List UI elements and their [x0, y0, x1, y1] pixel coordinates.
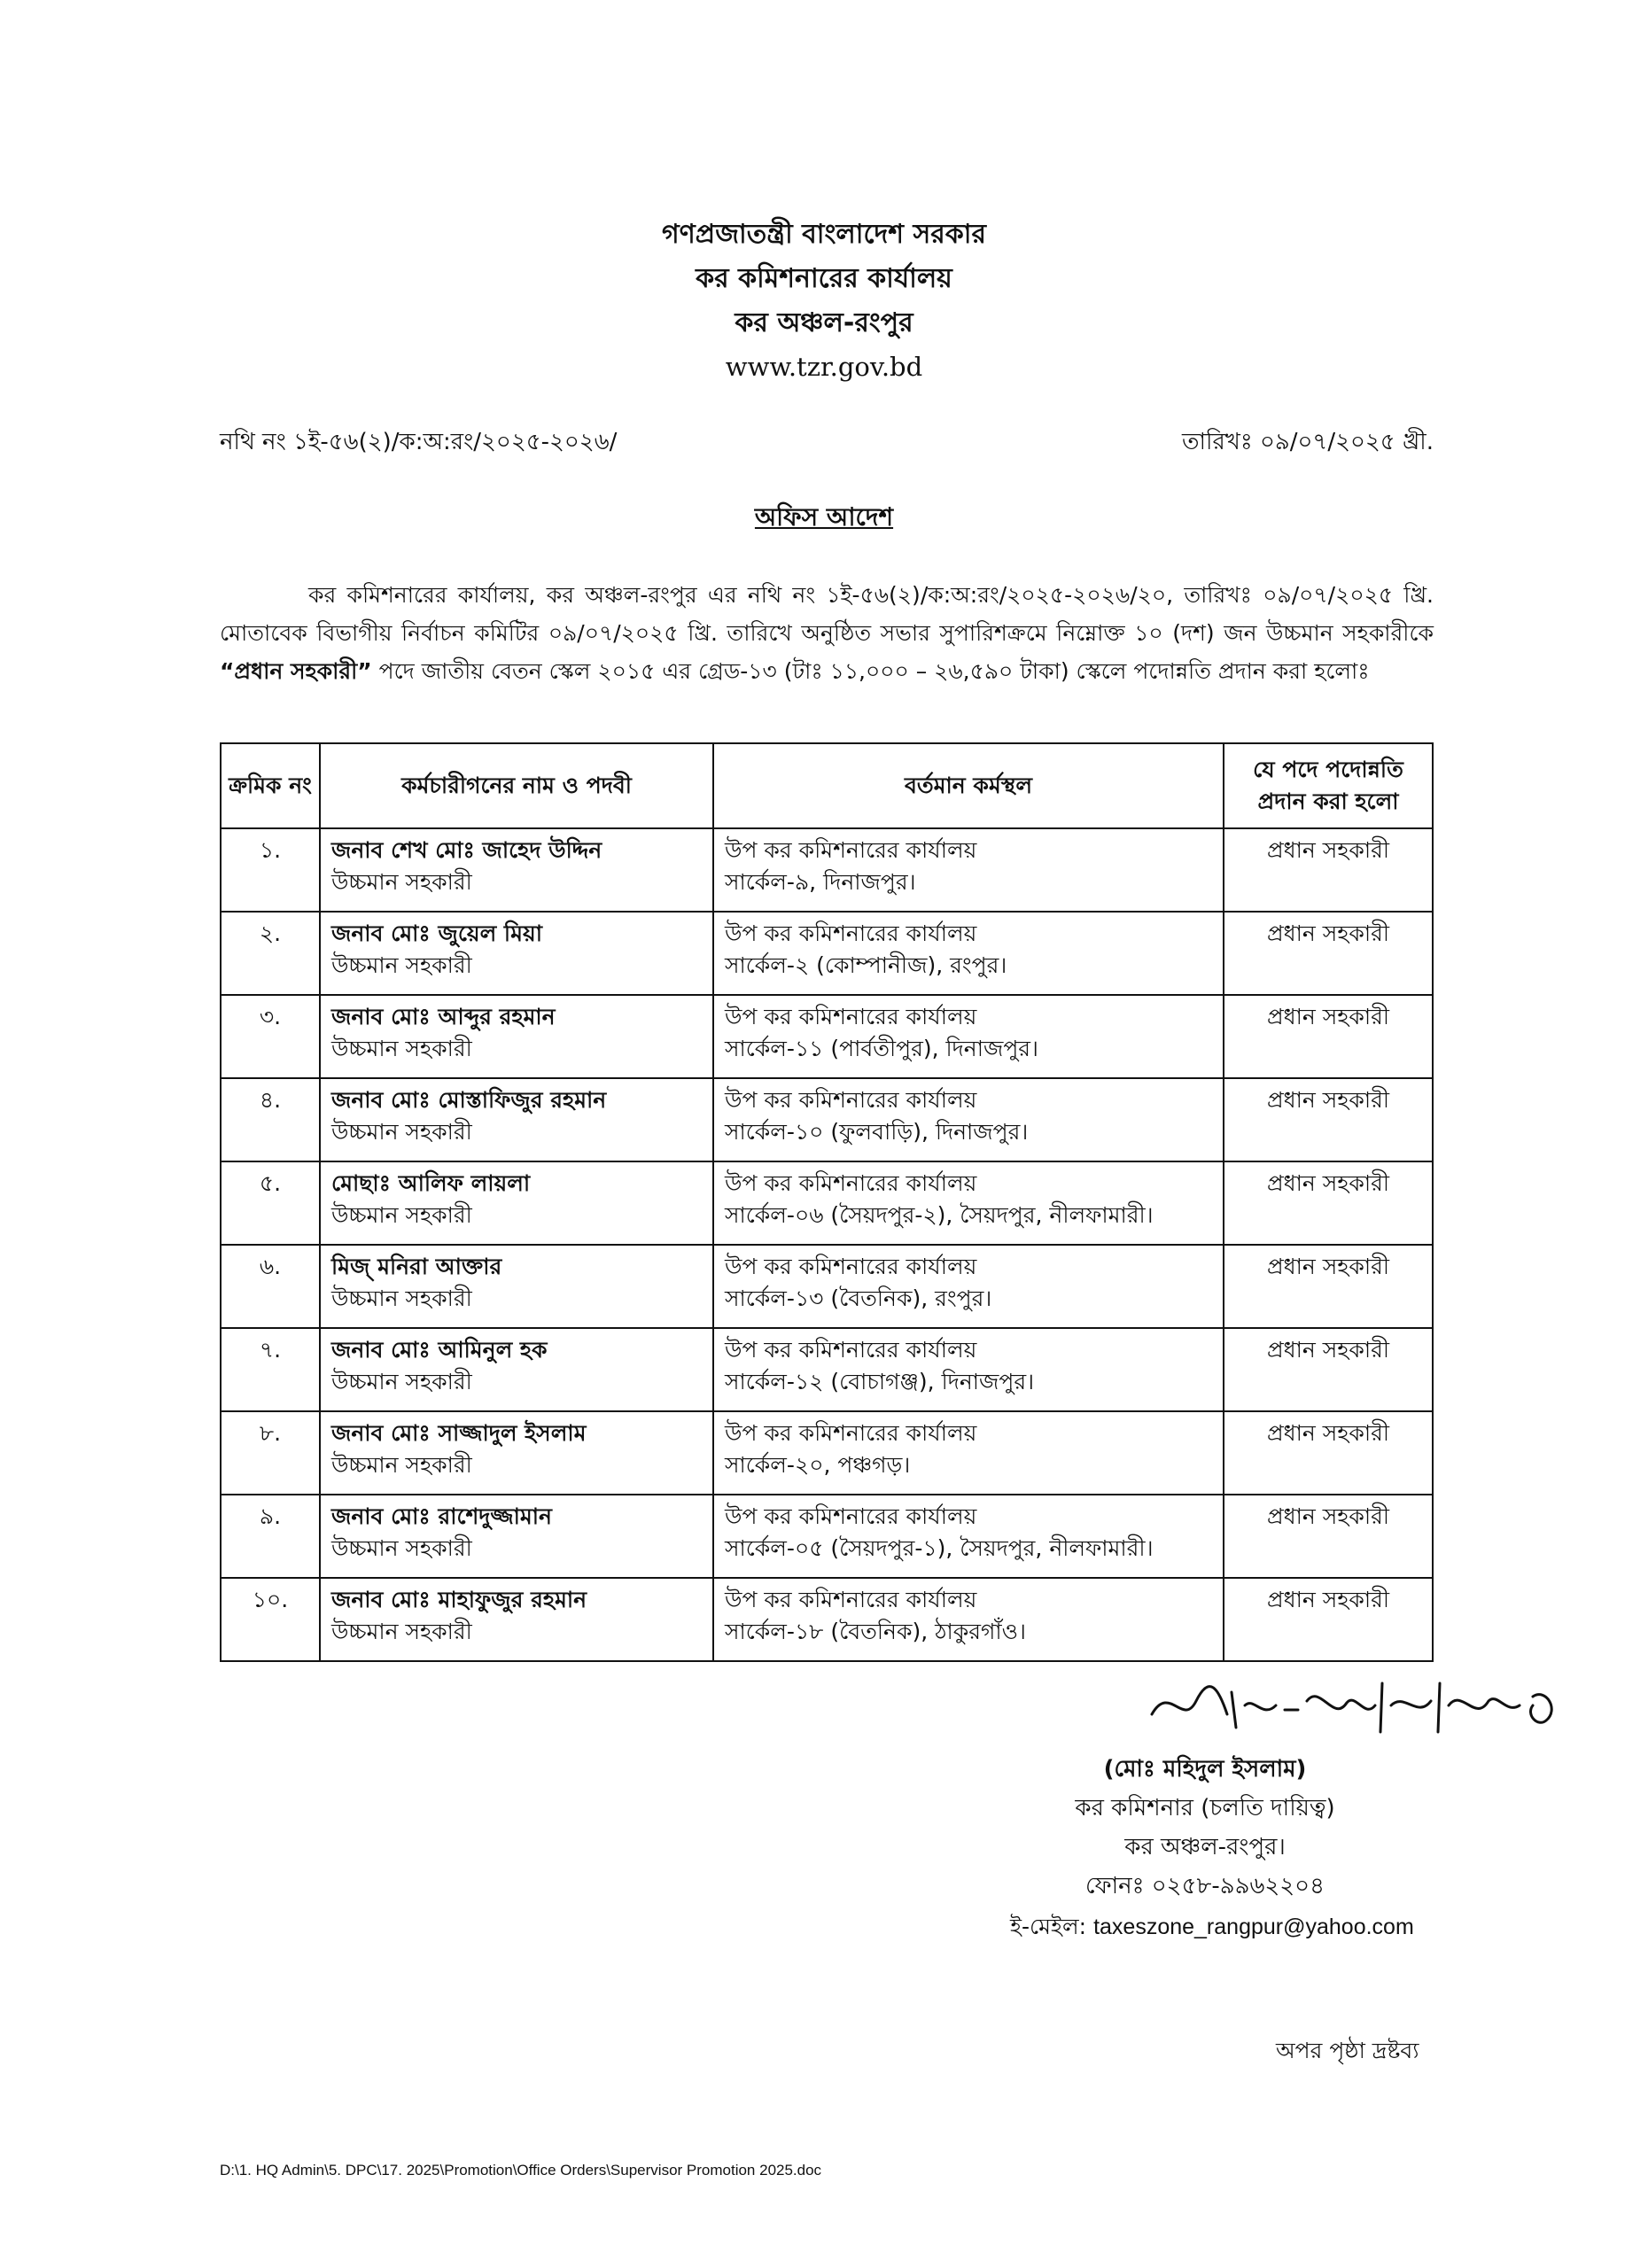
row-promoted-post: প্রধান সহকারী [1224, 1078, 1433, 1161]
row-promoted-post: প্রধান সহকারী [1224, 1328, 1433, 1411]
workplace-office: উপ কর কমিশনারের কার্যালয় [725, 1170, 977, 1196]
signatory-email [1010, 1909, 1414, 1947]
workplace-circle: সার্কেল-২ (কোম্পানীজ), রংপুর। [725, 952, 1007, 978]
employee-designation: উচ্চমান সহকারী [331, 1285, 472, 1311]
employee-name: জনাব মোঃ রাশেদুজ্জামান [331, 1503, 552, 1529]
workplace-office: উপ কর কমিশনারের কার্যালয় [725, 1587, 977, 1612]
row-workplace [713, 1161, 1224, 1245]
employee-name: জনাব মোঃ জুয়েল মিয়া [331, 920, 542, 946]
workplace-circle: সার্কেল-২০, পঞ্চগড়। [725, 1452, 911, 1478]
row-serial: ৭. [221, 1328, 320, 1411]
row-workplace [713, 912, 1224, 995]
row-employee [320, 1495, 713, 1578]
workplace-office: উপ কর কমিশনারের কার্যালয় [725, 1087, 977, 1113]
header-zone: কর অঞ্চল-রংপুর [735, 307, 913, 338]
workplace-office: উপ কর কমিশনারের কার্যালয় [725, 1503, 977, 1529]
workplace-office: উপ কর কমিশনারের কার্যালয় [725, 837, 977, 863]
col-place: বর্তমান কর্মস্থল [713, 743, 1224, 828]
workplace-office: উপ কর কমিশনারের কার্যালয় [725, 1337, 977, 1363]
order-paragraph [220, 576, 1434, 690]
row-promoted-post: প্রধান সহকারী [1224, 828, 1433, 912]
row-serial: ২. [221, 912, 320, 995]
employee-designation: উচ্চমান সহকারী [331, 1202, 472, 1228]
table-row [221, 1328, 1433, 1411]
table-row [221, 1495, 1433, 1578]
row-promoted-post: প্রধান সহকারী [1224, 1495, 1433, 1578]
document-title-text: অফিস আদেশ [754, 502, 894, 532]
workplace-office: উপ কর কমিশনারের কার্যালয় [725, 920, 977, 946]
row-serial: ৯. [221, 1495, 320, 1578]
row-employee [320, 1245, 713, 1328]
row-workplace [713, 1495, 1224, 1578]
col-name: কর্মচারীগনের নাম ও পদবী [320, 743, 713, 828]
row-serial: ৩. [221, 995, 320, 1078]
file-path: D:\1. HQ Admin\5. DPC\17. 2025\Promotion\Office Orders\Supervisor Promotion 2025.doc [220, 2162, 822, 2179]
email-value: taxeszone_rangpur@yahoo.com [1093, 1915, 1414, 1939]
workplace-circle: সার্কেল-০৬ (সৈয়দপুর-২), সৈয়দপুর, নীলফামারী। [725, 1202, 1154, 1228]
employee-designation: উচ্চমান সহকারী [331, 1036, 472, 1061]
row-workplace [713, 1578, 1224, 1661]
employee-designation: উচ্চমান সহকারী [331, 869, 472, 895]
email-label: ই-মেইল: [1010, 1914, 1087, 1939]
row-promoted-post: প্রধান সহকারী [1224, 1411, 1433, 1495]
employee-name: মোছাঃ আলিফ লায়লা [331, 1170, 531, 1196]
row-serial: ৮. [221, 1411, 320, 1495]
workplace-circle: সার্কেল-১৩ (বৈতনিক), রংপুর। [725, 1285, 992, 1311]
row-employee [320, 1578, 713, 1661]
row-employee [320, 1161, 713, 1245]
signatory-phone: ফোনঃ ০২৫৮-৯৯৬২২০৪ [1085, 1873, 1325, 1899]
row-employee [320, 912, 713, 995]
row-serial: ৬. [221, 1245, 320, 1328]
handwritten-signature [1143, 1666, 1568, 1745]
document-title [0, 498, 1648, 540]
row-serial: ৪. [221, 1078, 320, 1161]
row-promoted-post: প্রধান সহকারী [1224, 995, 1433, 1078]
table-row [221, 1578, 1433, 1661]
row-employee [320, 1411, 713, 1495]
workplace-circle: সার্কেল-০৫ (সৈয়দপুর-১), সৈয়দপুর, নীলফামারী। [725, 1535, 1154, 1561]
row-workplace [713, 828, 1224, 912]
workplace-circle: সার্কেল-১১ (পার্বতীপুর), দিনাজপুর। [725, 1036, 1038, 1061]
signature-block [957, 1750, 1453, 1906]
signatory-zone: কর অঞ্চল-রংপুর। [1124, 1834, 1286, 1860]
workplace-circle: সার্কেল-১৮ (বৈতনিক), ঠাকুরগাঁও। [725, 1619, 1026, 1644]
row-employee [320, 995, 713, 1078]
employee-name: জনাব শেখ মোঃ জাহেদ উদ্দিন [331, 837, 602, 863]
row-employee [320, 828, 713, 912]
row-workplace [713, 1245, 1224, 1328]
table-row [221, 1245, 1433, 1328]
please-turn-over: অপর পৃষ্ঠা দ্রষ্টব্য [1276, 2038, 1419, 2063]
order-text-part1: কর কমিশনারের কার্যালয়, কর অঞ্চল-রংপুর এর নথি নং ১ই-৫৬(২)/ক:অ:রং/২০২৫-২০২৬/২০, তারিখঃ ০৯/০৭/২০২৫ খ্রি. মোতাবেক বিভাগীয় নির্বাচন কমিটির ০৯/০৭/২০২৫ খ্রি. তারিখে অনুষ্ঠিত সভার সুপারিশক্রমে নিম্নোক্ত ১০ (দশ) জন উচ্চমান সহকারীকে [220, 582, 1434, 646]
order-text-part2: পদে জাতীয় বেতন স্কেল ২০১৫ এর গ্রেড-১৩ (টাঃ ১১,০০০ – ২৬,৫৯০ টাকা) স্কেলে পদোন্নতি প্রদান করা হলোঃ [371, 658, 1370, 684]
employee-name: জনাব মোঃ মোস্তাফিজুর রহমান [331, 1087, 607, 1113]
employee-designation: উচ্চমান সহকারী [331, 1369, 472, 1394]
table-header-row [221, 743, 1433, 828]
table-row [221, 1078, 1433, 1161]
row-serial: ১০. [221, 1578, 320, 1661]
memo-date: তারিখঃ ০৯/০৭/২০২৫ খ্রী. [1182, 429, 1434, 455]
row-promoted-post: প্রধান সহকারী [1224, 1578, 1433, 1661]
col-post: যে পদে পদোন্নতি প্রদান করা হলো [1224, 743, 1433, 828]
workplace-circle: সার্কেল-১২ (বোচাগঞ্জ), দিনাজপুর। [725, 1369, 1035, 1394]
table-row [221, 1161, 1433, 1245]
file-number: নথি নং ১ই-৫৬(২)/ক:অ:রং/২০২৫-২০২৬/ [220, 429, 618, 455]
table-row [221, 995, 1433, 1078]
workplace-office: উপ কর কমিশনারের কার্যালয় [725, 1254, 977, 1279]
row-promoted-post: প্রধান সহকারী [1224, 1161, 1433, 1245]
row-employee [320, 1328, 713, 1411]
workplace-circle: সার্কেল-৯, দিনাজপুর। [725, 869, 916, 895]
row-workplace [713, 1328, 1224, 1411]
header-website: www.tzr.gov.bd [725, 352, 923, 382]
employee-name: মিজ্ মনিরা আক্তার [331, 1254, 502, 1279]
employee-designation: উচ্চমান সহকারী [331, 1619, 472, 1644]
order-text-highlight: “প্রধান সহকারী” [220, 658, 372, 684]
employee-designation: উচ্চমান সহকারী [331, 1119, 472, 1145]
employee-name: জনাব মোঃ আমিনুল হক [331, 1337, 548, 1363]
table-row [221, 912, 1433, 995]
employee-name: জনাব মোঃ সাজ্জাদুল ইসলাম [331, 1420, 587, 1446]
header-office: কর কমিশনারের কার্যালয় [696, 263, 952, 294]
table-row [221, 1411, 1433, 1495]
table-row [221, 828, 1433, 912]
col-serial: ক্রমিক নং [221, 743, 320, 828]
workplace-circle: সার্কেল-১০ (ফুলবাড়ি), দিনাজপুর। [725, 1119, 1029, 1145]
employee-designation: উচ্চমান সহকারী [331, 1452, 472, 1478]
employee-name: জনাব মোঃ মাহাফুজুর রহমান [331, 1587, 587, 1612]
promotion-table [220, 742, 1434, 1662]
header-govt: গণপ্রজাতন্ত্রী বাংলাদেশ সরকার [662, 219, 986, 250]
employee-designation: উচ্চমান সহকারী [331, 1535, 472, 1561]
signatory-name: (মোঃ মহিদুল ইসলাম) [1103, 1756, 1307, 1783]
row-serial: ১. [221, 828, 320, 912]
employee-name: জনাব মোঃ আব্দুর রহমান [331, 1004, 556, 1029]
row-employee [320, 1078, 713, 1161]
workplace-office: উপ কর কমিশনারের কার্যালয় [725, 1420, 977, 1446]
workplace-office: উপ কর কমিশনারের কার্যালয় [725, 1004, 977, 1029]
employee-designation: উচ্চমান সহকারী [331, 952, 472, 978]
row-workplace [713, 995, 1224, 1078]
row-promoted-post: প্রধান সহকারী [1224, 912, 1433, 995]
row-workplace [713, 1411, 1224, 1495]
row-promoted-post: প্রধান সহকারী [1224, 1245, 1433, 1328]
row-serial: ৫. [221, 1161, 320, 1245]
row-workplace [713, 1078, 1224, 1161]
signatory-title: কর কমিশনার (চলতি দায়িত্ব) [1075, 1795, 1335, 1821]
